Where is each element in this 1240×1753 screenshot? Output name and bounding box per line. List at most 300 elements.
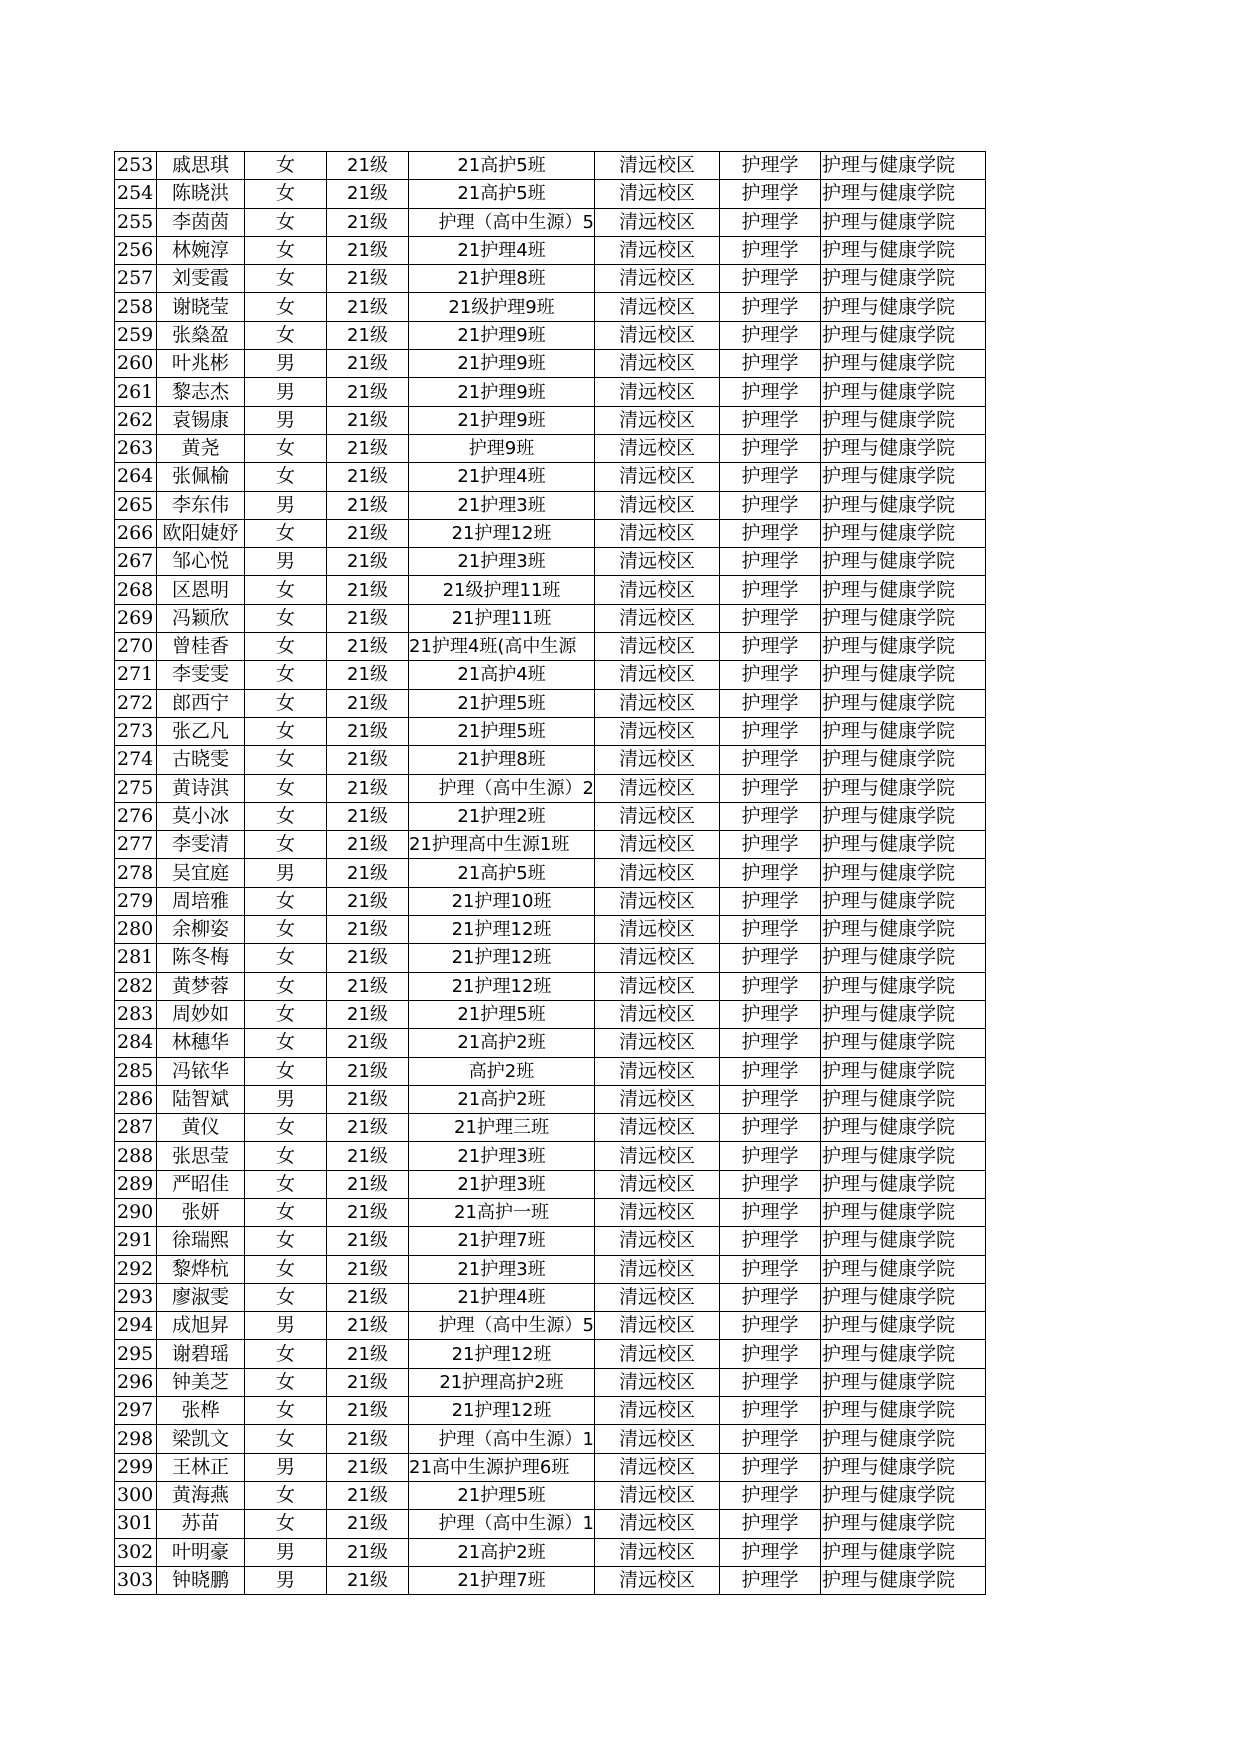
class-cell: 21护理12班 bbox=[409, 944, 595, 972]
gender-cell: 女 bbox=[245, 321, 327, 349]
class-cell: 高护2班 bbox=[409, 1057, 595, 1085]
roster-body bbox=[115, 152, 986, 1595]
student-name-cell: 黄梦蓉 bbox=[157, 972, 245, 1000]
class-cell: 21高护4班 bbox=[409, 661, 595, 689]
campus-cell: 清远校区 bbox=[595, 1566, 720, 1594]
college-cell: 护理与健康学院 bbox=[821, 1538, 986, 1566]
grade-cell: 21级 bbox=[327, 1510, 409, 1538]
campus-cell: 清远校区 bbox=[595, 831, 720, 859]
row-number-cell: 276 bbox=[115, 802, 157, 830]
campus-cell: 清远校区 bbox=[595, 321, 720, 349]
table-row bbox=[115, 1397, 986, 1425]
grade-cell: 21级 bbox=[327, 321, 409, 349]
class-cell: 21护理8班 bbox=[409, 746, 595, 774]
grade-cell: 21级 bbox=[327, 916, 409, 944]
student-name-cell: 周培雅 bbox=[157, 887, 245, 915]
class-cell: 21护理9班 bbox=[409, 378, 595, 406]
campus-cell: 清远校区 bbox=[595, 633, 720, 661]
campus-cell: 清远校区 bbox=[595, 1368, 720, 1396]
major-cell: 护理学 bbox=[720, 1312, 821, 1340]
major-cell: 护理学 bbox=[720, 661, 821, 689]
major-cell: 护理学 bbox=[720, 180, 821, 208]
grade-cell: 21级 bbox=[327, 1283, 409, 1311]
student-name-cell: 刘雯霞 bbox=[157, 265, 245, 293]
gender-cell: 男 bbox=[245, 350, 327, 378]
college-cell: 护理与健康学院 bbox=[821, 208, 986, 236]
grade-cell: 21级 bbox=[327, 293, 409, 321]
table-row bbox=[115, 152, 986, 180]
student-name-cell: 张燊盈 bbox=[157, 321, 245, 349]
college-cell: 护理与健康学院 bbox=[821, 1283, 986, 1311]
row-number-cell: 263 bbox=[115, 434, 157, 462]
major-cell: 护理学 bbox=[720, 1510, 821, 1538]
gender-cell: 女 bbox=[245, 576, 327, 604]
gender-cell: 女 bbox=[245, 208, 327, 236]
campus-cell: 清远校区 bbox=[595, 293, 720, 321]
college-cell: 护理与健康学院 bbox=[821, 350, 986, 378]
table-row bbox=[115, 463, 986, 491]
row-number-cell: 295 bbox=[115, 1340, 157, 1368]
student-name-cell: 谢晓莹 bbox=[157, 293, 245, 321]
major-cell: 护理学 bbox=[720, 831, 821, 859]
major-cell: 护理学 bbox=[720, 1453, 821, 1481]
class-cell: 21护理9班 bbox=[409, 406, 595, 434]
gender-cell: 男 bbox=[245, 548, 327, 576]
college-cell: 护理与健康学院 bbox=[821, 321, 986, 349]
table-row bbox=[115, 1170, 986, 1198]
class-cell: 21护理5班 bbox=[409, 717, 595, 745]
student-name-cell: 李雯清 bbox=[157, 831, 245, 859]
table-row bbox=[115, 350, 986, 378]
gender-cell: 女 bbox=[245, 434, 327, 462]
table-row bbox=[115, 406, 986, 434]
grade-cell: 21级 bbox=[327, 1029, 409, 1057]
row-number-cell: 290 bbox=[115, 1198, 157, 1226]
campus-cell: 清远校区 bbox=[595, 350, 720, 378]
student-name-cell: 陈冬梅 bbox=[157, 944, 245, 972]
class-cell: 21护理高中生源1班 bbox=[409, 831, 595, 859]
major-cell: 护理学 bbox=[720, 265, 821, 293]
table-row bbox=[115, 831, 986, 859]
class-cell: 21护理12班 bbox=[409, 1340, 595, 1368]
gender-cell: 女 bbox=[245, 916, 327, 944]
gender-cell: 女 bbox=[245, 1368, 327, 1396]
campus-cell: 清远校区 bbox=[595, 689, 720, 717]
grade-cell: 21级 bbox=[327, 1481, 409, 1509]
major-cell: 护理学 bbox=[720, 321, 821, 349]
row-number-cell: 282 bbox=[115, 972, 157, 1000]
student-name-cell: 王林正 bbox=[157, 1453, 245, 1481]
student-name-cell: 黎烨杭 bbox=[157, 1255, 245, 1283]
table-row bbox=[115, 576, 986, 604]
student-name-cell: 戚思琪 bbox=[157, 152, 245, 180]
table-row bbox=[115, 1566, 986, 1594]
grade-cell: 21级 bbox=[327, 1142, 409, 1170]
row-number-cell: 258 bbox=[115, 293, 157, 321]
grade-cell: 21级 bbox=[327, 236, 409, 264]
student-name-cell: 周妙如 bbox=[157, 1000, 245, 1028]
class-cell: 21护理3班 bbox=[409, 1170, 595, 1198]
class-cell: 21护理4班 bbox=[409, 236, 595, 264]
table-row bbox=[115, 1000, 986, 1028]
class-cell: 21护理2班 bbox=[409, 802, 595, 830]
grade-cell: 21级 bbox=[327, 1340, 409, 1368]
campus-cell: 清远校区 bbox=[595, 661, 720, 689]
campus-cell: 清远校区 bbox=[595, 802, 720, 830]
table-row bbox=[115, 1255, 986, 1283]
college-cell: 护理与健康学院 bbox=[821, 972, 986, 1000]
gender-cell: 女 bbox=[245, 463, 327, 491]
major-cell: 护理学 bbox=[720, 1029, 821, 1057]
class-cell: 21高护5班 bbox=[409, 859, 595, 887]
campus-cell: 清远校区 bbox=[595, 859, 720, 887]
row-number-cell: 255 bbox=[115, 208, 157, 236]
college-cell: 护理与健康学院 bbox=[821, 1198, 986, 1226]
major-cell: 护理学 bbox=[720, 1170, 821, 1198]
college-cell: 护理与健康学院 bbox=[821, 265, 986, 293]
table-row bbox=[115, 746, 986, 774]
row-number-cell: 299 bbox=[115, 1453, 157, 1481]
table-row bbox=[115, 1481, 986, 1509]
table-row bbox=[115, 633, 986, 661]
row-number-cell: 289 bbox=[115, 1170, 157, 1198]
table-row bbox=[115, 321, 986, 349]
college-cell: 护理与健康学院 bbox=[821, 1029, 986, 1057]
grade-cell: 21级 bbox=[327, 1057, 409, 1085]
major-cell: 护理学 bbox=[720, 1566, 821, 1594]
campus-cell: 清远校区 bbox=[595, 208, 720, 236]
row-number-cell: 275 bbox=[115, 774, 157, 802]
row-number-cell: 274 bbox=[115, 746, 157, 774]
campus-cell: 清远校区 bbox=[595, 265, 720, 293]
college-cell: 护理与健康学院 bbox=[821, 1481, 986, 1509]
college-cell: 护理与健康学院 bbox=[821, 576, 986, 604]
row-number-cell: 267 bbox=[115, 548, 157, 576]
gender-cell: 女 bbox=[245, 1397, 327, 1425]
grade-cell: 21级 bbox=[327, 463, 409, 491]
campus-cell: 清远校区 bbox=[595, 1425, 720, 1453]
major-cell: 护理学 bbox=[720, 519, 821, 547]
grade-cell: 21级 bbox=[327, 491, 409, 519]
table-row bbox=[115, 1538, 986, 1566]
college-cell: 护理与健康学院 bbox=[821, 236, 986, 264]
student-name-cell: 张桦 bbox=[157, 1397, 245, 1425]
student-name-cell: 张妍 bbox=[157, 1198, 245, 1226]
class-cell: 21护理11班 bbox=[409, 604, 595, 632]
campus-cell: 清远校区 bbox=[595, 548, 720, 576]
class-cell: 护理9班 bbox=[409, 434, 595, 462]
gender-cell: 男 bbox=[245, 1538, 327, 1566]
gender-cell: 女 bbox=[245, 1481, 327, 1509]
campus-cell: 清远校区 bbox=[595, 519, 720, 547]
class-cell: 21护理高护2班 bbox=[409, 1368, 595, 1396]
grade-cell: 21级 bbox=[327, 208, 409, 236]
college-cell: 护理与健康学院 bbox=[821, 887, 986, 915]
grade-cell: 21级 bbox=[327, 1114, 409, 1142]
campus-cell: 清远校区 bbox=[595, 434, 720, 462]
college-cell: 护理与健康学院 bbox=[821, 746, 986, 774]
major-cell: 护理学 bbox=[720, 604, 821, 632]
major-cell: 护理学 bbox=[720, 1538, 821, 1566]
major-cell: 护理学 bbox=[720, 1057, 821, 1085]
campus-cell: 清远校区 bbox=[595, 1538, 720, 1566]
class-cell: 21高护2班 bbox=[409, 1538, 595, 1566]
class-cell: 21护理12班 bbox=[409, 972, 595, 1000]
grade-cell: 21级 bbox=[327, 548, 409, 576]
campus-cell: 清远校区 bbox=[595, 1114, 720, 1142]
row-number-cell: 302 bbox=[115, 1538, 157, 1566]
row-number-cell: 272 bbox=[115, 689, 157, 717]
grade-cell: 21级 bbox=[327, 265, 409, 293]
gender-cell: 女 bbox=[245, 1170, 327, 1198]
college-cell: 护理与健康学院 bbox=[821, 434, 986, 462]
student-name-cell: 张思莹 bbox=[157, 1142, 245, 1170]
college-cell: 护理与健康学院 bbox=[821, 916, 986, 944]
major-cell: 护理学 bbox=[720, 1114, 821, 1142]
grade-cell: 21级 bbox=[327, 1227, 409, 1255]
major-cell: 护理学 bbox=[720, 916, 821, 944]
row-number-cell: 284 bbox=[115, 1029, 157, 1057]
campus-cell: 清远校区 bbox=[595, 1312, 720, 1340]
major-cell: 护理学 bbox=[720, 746, 821, 774]
gender-cell: 女 bbox=[245, 1142, 327, 1170]
gender-cell: 女 bbox=[245, 717, 327, 745]
major-cell: 护理学 bbox=[720, 944, 821, 972]
gender-cell: 女 bbox=[245, 1425, 327, 1453]
grade-cell: 21级 bbox=[327, 972, 409, 1000]
table-row bbox=[115, 1510, 986, 1538]
student-name-cell: 陈晓洪 bbox=[157, 180, 245, 208]
table-row bbox=[115, 1283, 986, 1311]
campus-cell: 清远校区 bbox=[595, 774, 720, 802]
college-cell: 护理与健康学院 bbox=[821, 378, 986, 406]
table-row bbox=[115, 236, 986, 264]
class-cell: 21高护2班 bbox=[409, 1085, 595, 1113]
major-cell: 护理学 bbox=[720, 236, 821, 264]
class-cell: 21护理3班 bbox=[409, 1255, 595, 1283]
gender-cell: 女 bbox=[245, 293, 327, 321]
row-number-cell: 300 bbox=[115, 1481, 157, 1509]
campus-cell: 清远校区 bbox=[595, 1057, 720, 1085]
campus-cell: 清远校区 bbox=[595, 491, 720, 519]
grade-cell: 21级 bbox=[327, 1000, 409, 1028]
student-name-cell: 欧阳婕妤 bbox=[157, 519, 245, 547]
campus-cell: 清远校区 bbox=[595, 1510, 720, 1538]
college-cell: 护理与健康学院 bbox=[821, 1057, 986, 1085]
student-name-cell: 黄海燕 bbox=[157, 1481, 245, 1509]
major-cell: 护理学 bbox=[720, 1340, 821, 1368]
row-number-cell: 301 bbox=[115, 1510, 157, 1538]
class-cell: 21护理5班 bbox=[409, 689, 595, 717]
major-cell: 护理学 bbox=[720, 548, 821, 576]
gender-cell: 女 bbox=[245, 265, 327, 293]
college-cell: 护理与健康学院 bbox=[821, 463, 986, 491]
row-number-cell: 270 bbox=[115, 633, 157, 661]
gender-cell: 男 bbox=[245, 491, 327, 519]
major-cell: 护理学 bbox=[720, 1000, 821, 1028]
college-cell: 护理与健康学院 bbox=[821, 519, 986, 547]
table-row bbox=[115, 887, 986, 915]
major-cell: 护理学 bbox=[720, 887, 821, 915]
grade-cell: 21级 bbox=[327, 1566, 409, 1594]
class-cell: 21护理8班 bbox=[409, 265, 595, 293]
campus-cell: 清远校区 bbox=[595, 1142, 720, 1170]
gender-cell: 女 bbox=[245, 689, 327, 717]
grade-cell: 21级 bbox=[327, 1425, 409, 1453]
row-number-cell: 256 bbox=[115, 236, 157, 264]
college-cell: 护理与健康学院 bbox=[821, 1085, 986, 1113]
student-name-cell: 钟晓鹏 bbox=[157, 1566, 245, 1594]
college-cell: 护理与健康学院 bbox=[821, 180, 986, 208]
student-name-cell: 黄仪 bbox=[157, 1114, 245, 1142]
class-cell: 21护理7班 bbox=[409, 1227, 595, 1255]
grade-cell: 21级 bbox=[327, 1198, 409, 1226]
student-name-cell: 钟美芝 bbox=[157, 1368, 245, 1396]
major-cell: 护理学 bbox=[720, 774, 821, 802]
gender-cell: 男 bbox=[245, 1312, 327, 1340]
row-number-cell: 288 bbox=[115, 1142, 157, 1170]
row-number-cell: 280 bbox=[115, 916, 157, 944]
gender-cell: 女 bbox=[245, 1340, 327, 1368]
table-row bbox=[115, 1368, 986, 1396]
student-name-cell: 黎志杰 bbox=[157, 378, 245, 406]
class-cell: 21级护理11班 bbox=[409, 576, 595, 604]
gender-cell: 男 bbox=[245, 406, 327, 434]
row-number-cell: 292 bbox=[115, 1255, 157, 1283]
college-cell: 护理与健康学院 bbox=[821, 944, 986, 972]
table-row bbox=[115, 548, 986, 576]
gender-cell: 女 bbox=[245, 180, 327, 208]
row-number-cell: 278 bbox=[115, 859, 157, 887]
grade-cell: 21级 bbox=[327, 802, 409, 830]
table-row bbox=[115, 1142, 986, 1170]
college-cell: 护理与健康学院 bbox=[821, 548, 986, 576]
campus-cell: 清远校区 bbox=[595, 236, 720, 264]
class-cell: 21护理4班 bbox=[409, 463, 595, 491]
row-number-cell: 303 bbox=[115, 1566, 157, 1594]
table-row bbox=[115, 1312, 986, 1340]
student-name-cell: 叶明豪 bbox=[157, 1538, 245, 1566]
gender-cell: 女 bbox=[245, 519, 327, 547]
table-row bbox=[115, 1227, 986, 1255]
campus-cell: 清远校区 bbox=[595, 576, 720, 604]
student-name-cell: 张佩榆 bbox=[157, 463, 245, 491]
class-cell: 护理（高中生源）5 bbox=[409, 208, 595, 236]
student-name-cell: 余柳姿 bbox=[157, 916, 245, 944]
college-cell: 护理与健康学院 bbox=[821, 1453, 986, 1481]
table-row bbox=[115, 293, 986, 321]
row-number-cell: 265 bbox=[115, 491, 157, 519]
table-row bbox=[115, 1114, 986, 1142]
gender-cell: 男 bbox=[245, 1453, 327, 1481]
college-cell: 护理与健康学院 bbox=[821, 1425, 986, 1453]
student-name-cell: 徐瑞熙 bbox=[157, 1227, 245, 1255]
college-cell: 护理与健康学院 bbox=[821, 661, 986, 689]
gender-cell: 男 bbox=[245, 378, 327, 406]
gender-cell: 女 bbox=[245, 661, 327, 689]
campus-cell: 清远校区 bbox=[595, 887, 720, 915]
campus-cell: 清远校区 bbox=[595, 1227, 720, 1255]
grade-cell: 21级 bbox=[327, 831, 409, 859]
table-row bbox=[115, 1198, 986, 1226]
major-cell: 护理学 bbox=[720, 378, 821, 406]
student-name-cell: 廖淑雯 bbox=[157, 1283, 245, 1311]
student-name-cell: 李茵茵 bbox=[157, 208, 245, 236]
grade-cell: 21级 bbox=[327, 180, 409, 208]
row-number-cell: 281 bbox=[115, 944, 157, 972]
gender-cell: 女 bbox=[245, 831, 327, 859]
grade-cell: 21级 bbox=[327, 434, 409, 462]
campus-cell: 清远校区 bbox=[595, 1255, 720, 1283]
major-cell: 护理学 bbox=[720, 1283, 821, 1311]
table-row bbox=[115, 519, 986, 547]
grade-cell: 21级 bbox=[327, 1538, 409, 1566]
student-name-cell: 黄尧 bbox=[157, 434, 245, 462]
class-cell: 21护理3班 bbox=[409, 548, 595, 576]
college-cell: 护理与健康学院 bbox=[821, 406, 986, 434]
student-name-cell: 李东伟 bbox=[157, 491, 245, 519]
campus-cell: 清远校区 bbox=[595, 972, 720, 1000]
college-cell: 护理与健康学院 bbox=[821, 1368, 986, 1396]
grade-cell: 21级 bbox=[327, 859, 409, 887]
gender-cell: 男 bbox=[245, 859, 327, 887]
gender-cell: 女 bbox=[245, 802, 327, 830]
class-cell: 21护理10班 bbox=[409, 887, 595, 915]
student-name-cell: 林婉淳 bbox=[157, 236, 245, 264]
row-number-cell: 253 bbox=[115, 152, 157, 180]
college-cell: 护理与健康学院 bbox=[821, 1340, 986, 1368]
major-cell: 护理学 bbox=[720, 802, 821, 830]
major-cell: 护理学 bbox=[720, 1227, 821, 1255]
table-row bbox=[115, 1029, 986, 1057]
gender-cell: 女 bbox=[245, 604, 327, 632]
table-row bbox=[115, 265, 986, 293]
row-number-cell: 268 bbox=[115, 576, 157, 604]
gender-cell: 女 bbox=[245, 1000, 327, 1028]
campus-cell: 清远校区 bbox=[595, 1283, 720, 1311]
grade-cell: 21级 bbox=[327, 152, 409, 180]
row-number-cell: 296 bbox=[115, 1368, 157, 1396]
class-cell: 21护理9班 bbox=[409, 350, 595, 378]
grade-cell: 21级 bbox=[327, 519, 409, 547]
class-cell: 21护理5班 bbox=[409, 1481, 595, 1509]
campus-cell: 清远校区 bbox=[595, 406, 720, 434]
college-cell: 护理与健康学院 bbox=[821, 1510, 986, 1538]
grade-cell: 21级 bbox=[327, 1085, 409, 1113]
grade-cell: 21级 bbox=[327, 633, 409, 661]
major-cell: 护理学 bbox=[720, 293, 821, 321]
campus-cell: 清远校区 bbox=[595, 604, 720, 632]
row-number-cell: 293 bbox=[115, 1283, 157, 1311]
student-name-cell: 叶兆彬 bbox=[157, 350, 245, 378]
grade-cell: 21级 bbox=[327, 1170, 409, 1198]
class-cell: 21高护一班 bbox=[409, 1198, 595, 1226]
row-number-cell: 277 bbox=[115, 831, 157, 859]
row-number-cell: 283 bbox=[115, 1000, 157, 1028]
table-row bbox=[115, 208, 986, 236]
grade-cell: 21级 bbox=[327, 661, 409, 689]
student-name-cell: 郎西宁 bbox=[157, 689, 245, 717]
row-number-cell: 269 bbox=[115, 604, 157, 632]
college-cell: 护理与健康学院 bbox=[821, 1170, 986, 1198]
grade-cell: 21级 bbox=[327, 576, 409, 604]
table-row bbox=[115, 916, 986, 944]
major-cell: 护理学 bbox=[720, 1198, 821, 1226]
student-name-cell: 吴宜庭 bbox=[157, 859, 245, 887]
college-cell: 护理与健康学院 bbox=[821, 1255, 986, 1283]
college-cell: 护理与健康学院 bbox=[821, 831, 986, 859]
college-cell: 护理与健康学院 bbox=[821, 1142, 986, 1170]
